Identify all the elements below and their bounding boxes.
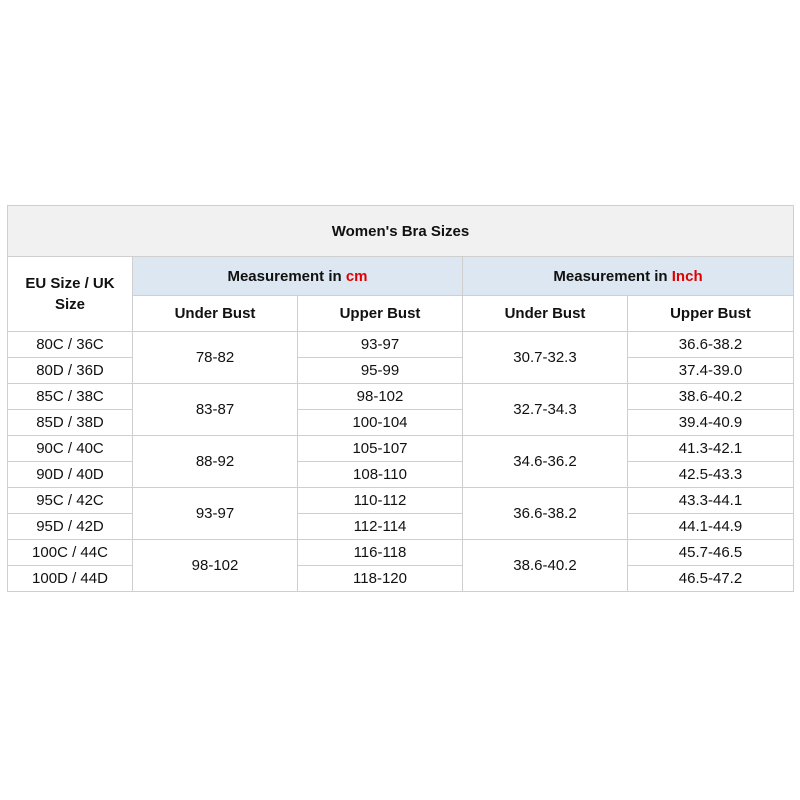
table-row <box>8 488 794 514</box>
under-bust-cm-cell: 98-102 <box>133 540 298 592</box>
cm-unit-label: cm <box>345 267 368 285</box>
size-cell: 80D / 36D <box>8 358 133 384</box>
under-bust-cm-header: Under Bust <box>133 296 298 332</box>
under-bust-inch-cell: 32.7-34.3 <box>463 384 628 436</box>
cm-group-header <box>133 257 463 296</box>
size-cell: 100C / 44C <box>8 540 133 566</box>
upper-bust-inch-cell: 46.5-47.2 <box>628 566 794 592</box>
inch-unit-label: Inch <box>671 267 703 285</box>
table-row <box>8 384 794 410</box>
table-row <box>8 436 794 462</box>
size-cell: 85D / 38D <box>8 410 133 436</box>
upper-bust-inch-cell: 44.1-44.9 <box>628 514 794 540</box>
size-cell: 90D / 40D <box>8 462 133 488</box>
table-row <box>8 540 794 566</box>
table-row <box>8 358 794 384</box>
upper-bust-inch-cell: 42.5-43.3 <box>628 462 794 488</box>
size-cell: 90C / 40C <box>8 436 133 462</box>
table-row <box>8 566 794 592</box>
table-row <box>8 514 794 540</box>
upper-bust-cm-cell: 112-114 <box>298 514 463 540</box>
upper-bust-inch-cell: 39.4-40.9 <box>628 410 794 436</box>
upper-bust-inch-header: Upper Bust <box>628 296 794 332</box>
table-row <box>8 332 794 358</box>
group-header-row <box>8 257 794 296</box>
size-column-header <box>8 257 133 332</box>
upper-bust-cm-cell: 118-120 <box>298 566 463 592</box>
title-row <box>8 206 794 257</box>
under-bust-cm-cell: 88-92 <box>133 436 298 488</box>
cm-group-prefix: Measurement in <box>227 267 346 285</box>
upper-bust-inch-cell: 37.4-39.0 <box>628 358 794 384</box>
under-bust-inch-cell: 34.6-36.2 <box>463 436 628 488</box>
upper-bust-cm-cell: 98-102 <box>298 384 463 410</box>
under-bust-inch-cell: 38.6-40.2 <box>463 540 628 592</box>
under-bust-inch-cell: 36.6-38.2 <box>463 488 628 540</box>
size-cell: 95D / 42D <box>8 514 133 540</box>
upper-bust-cm-cell: 93-97 <box>298 332 463 358</box>
under-bust-inch-cell: 30.7-32.3 <box>463 332 628 384</box>
size-cell: 100D / 44D <box>8 566 133 592</box>
table-row <box>8 410 794 436</box>
under-bust-inch-header: Under Bust <box>463 296 628 332</box>
inch-group-prefix: Measurement in <box>553 267 672 285</box>
upper-bust-inch-cell: 38.6-40.2 <box>628 384 794 410</box>
upper-bust-cm-header: Upper Bust <box>298 296 463 332</box>
size-header-line-1: EU Size / UK <box>25 275 115 292</box>
under-bust-cm-cell: 83-87 <box>133 384 298 436</box>
size-cell: 85C / 38C <box>8 384 133 410</box>
upper-bust-cm-cell: 95-99 <box>298 358 463 384</box>
upper-bust-inch-cell: 45.7-46.5 <box>628 540 794 566</box>
size-header-line-2: Size <box>54 296 85 313</box>
upper-bust-cm-cell: 116-118 <box>298 540 463 566</box>
upper-bust-inch-cell: 41.3-42.1 <box>628 436 794 462</box>
upper-bust-cm-cell: 110-112 <box>298 488 463 514</box>
under-bust-cm-cell: 93-97 <box>133 488 298 540</box>
upper-bust-inch-cell: 43.3-44.1 <box>628 488 794 514</box>
inch-group-header <box>463 257 794 296</box>
bra-size-table <box>7 205 794 592</box>
under-bust-cm-cell: 78-82 <box>133 332 298 384</box>
upper-bust-cm-cell: 100-104 <box>298 410 463 436</box>
upper-bust-cm-cell: 105-107 <box>298 436 463 462</box>
table-row <box>8 462 794 488</box>
upper-bust-cm-cell: 108-110 <box>298 462 463 488</box>
table-title: Women's Bra Sizes <box>8 206 794 257</box>
upper-bust-inch-cell: 36.6-38.2 <box>628 332 794 358</box>
size-cell: 95C / 42C <box>8 488 133 514</box>
size-cell: 80C / 36C <box>8 332 133 358</box>
